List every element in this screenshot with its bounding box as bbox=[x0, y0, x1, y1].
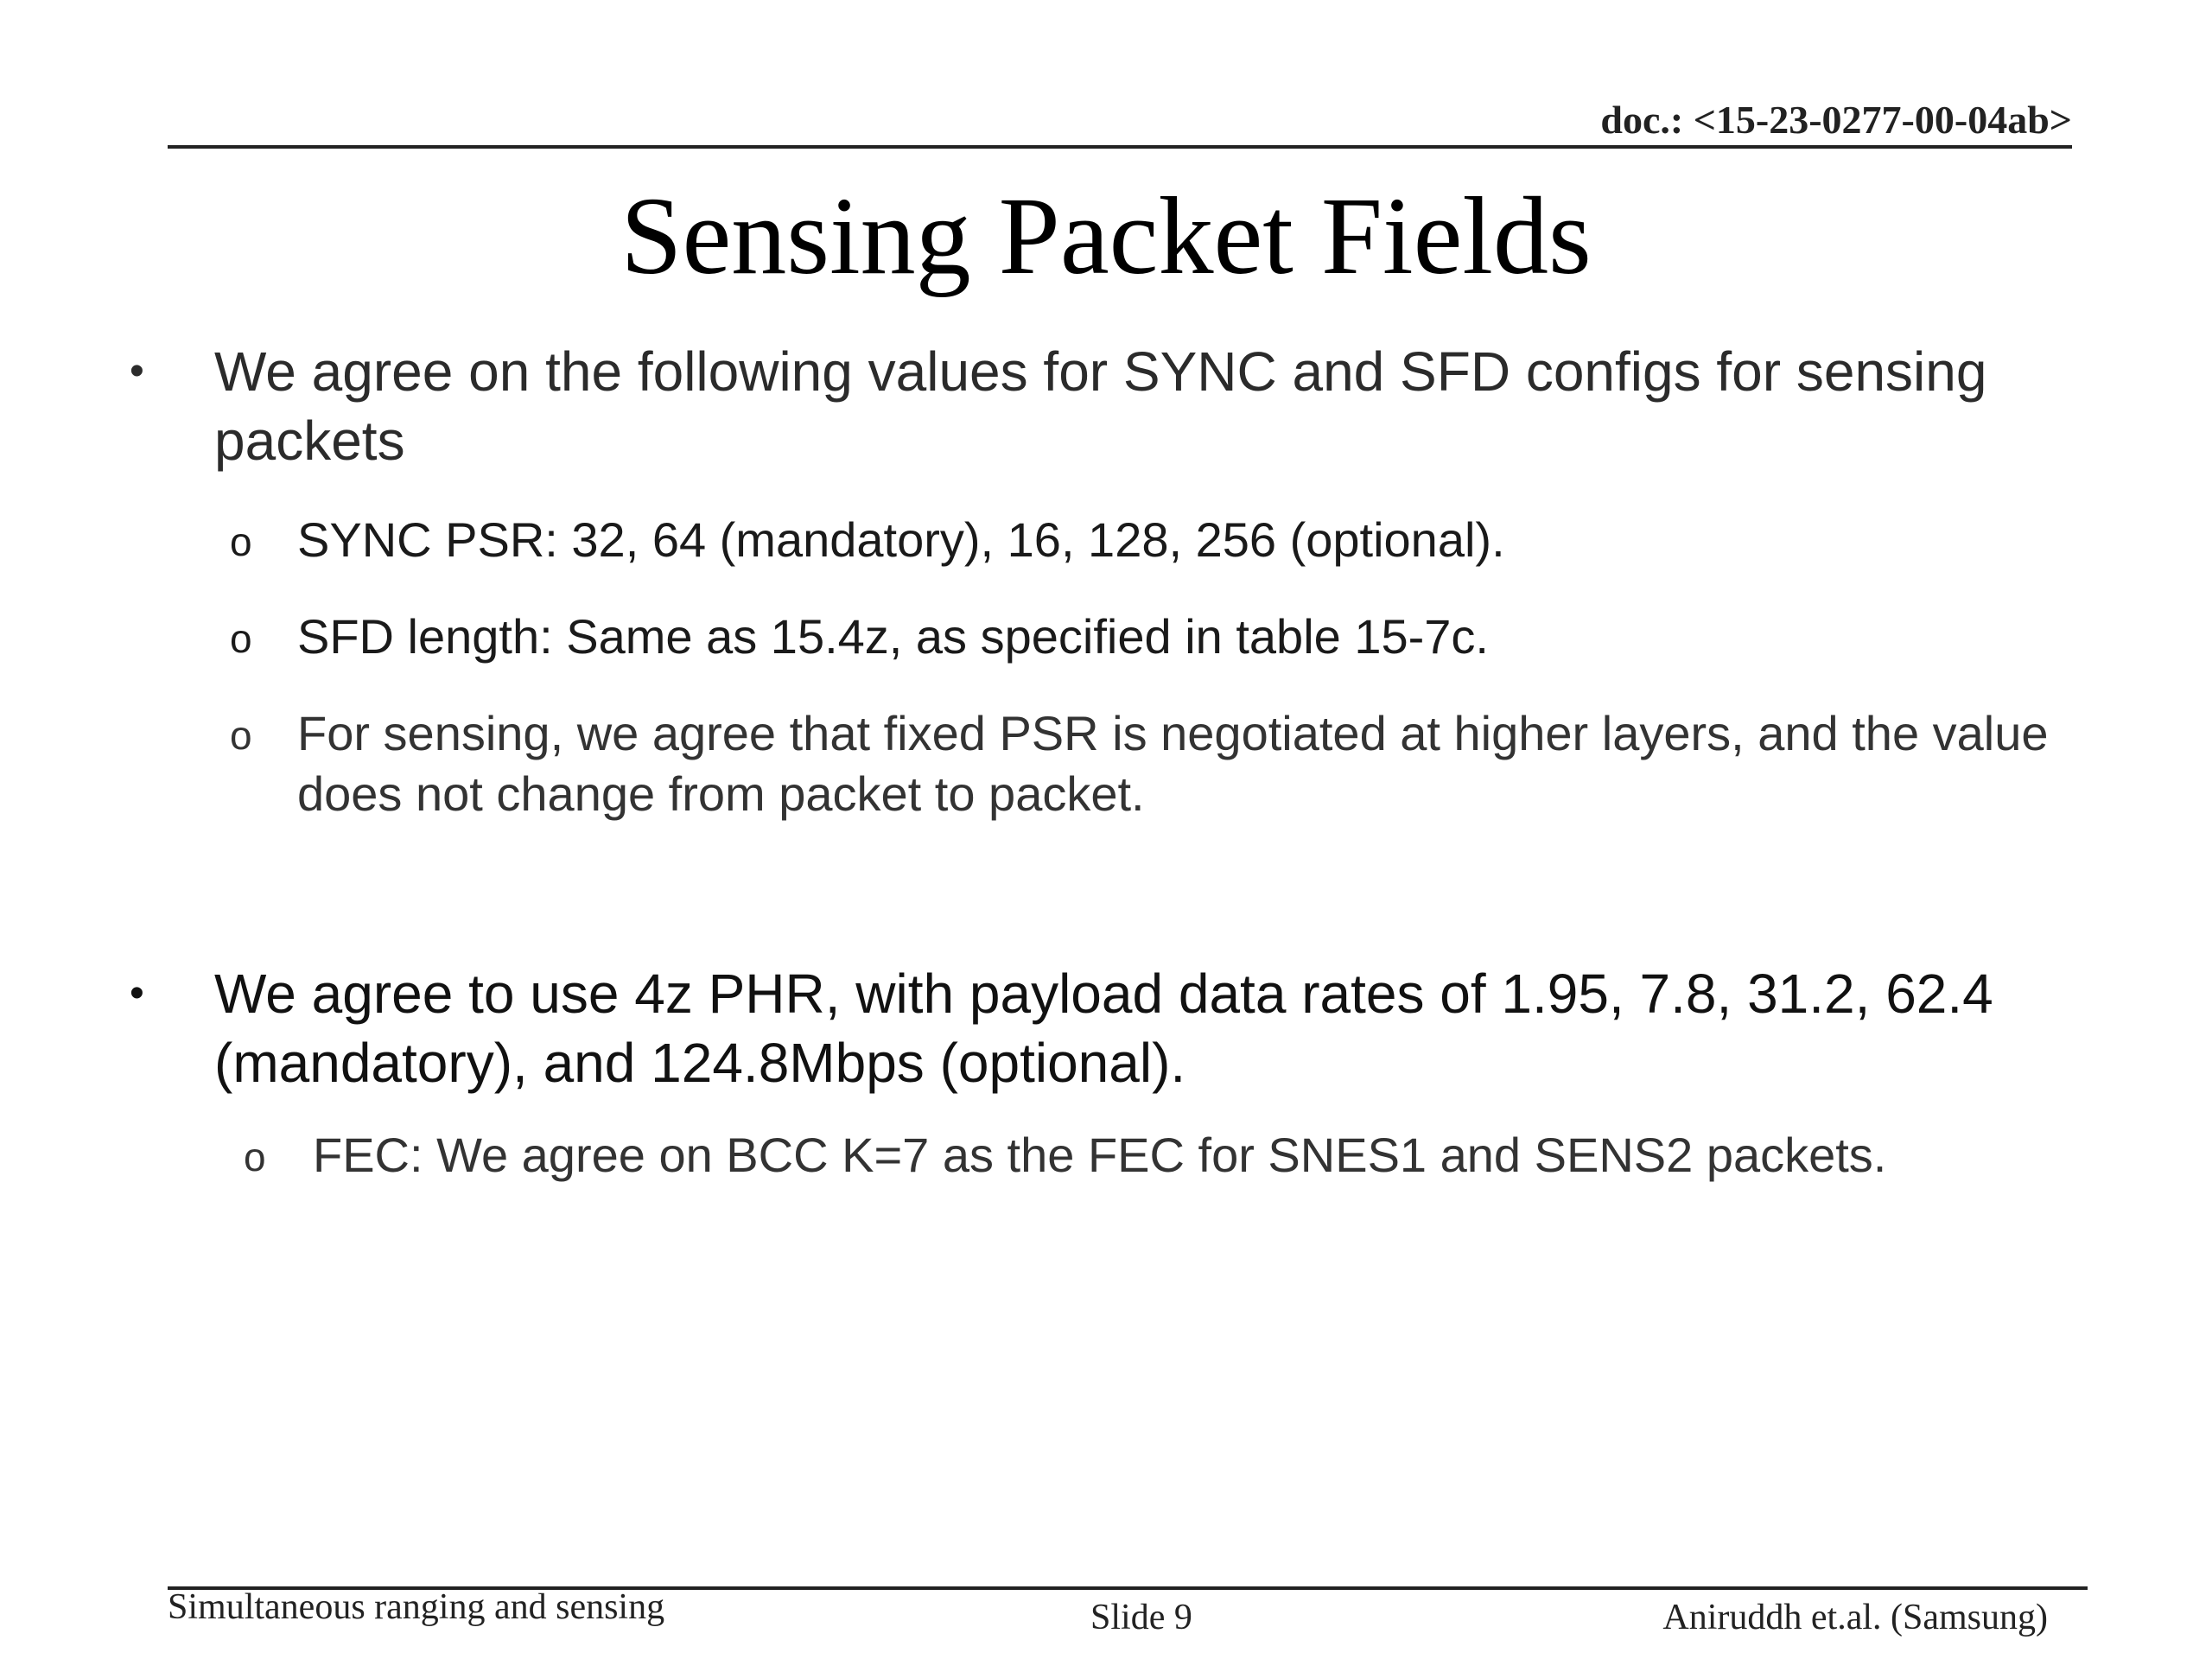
sub-bullet-marker: o bbox=[244, 1135, 266, 1179]
slide-number: Slide 9 bbox=[1090, 1598, 1192, 1637]
bullet-marker: • bbox=[130, 970, 144, 1016]
sub-bullet-text bbox=[297, 607, 1489, 667]
sub-bullet-marker: o bbox=[230, 519, 252, 564]
doc-id-header: doc.: <15-23-0277-00-04ab> bbox=[1600, 98, 2072, 142]
sub-bullet-line: does not change from packet to packet. bbox=[297, 766, 1145, 821]
slide-title: Sensing Packet Fields bbox=[620, 175, 1592, 297]
header-divider bbox=[168, 145, 2072, 149]
footer-author: Aniruddh et.al. (Samsung) bbox=[1662, 1598, 2048, 1637]
bullet-line: packets bbox=[214, 410, 405, 472]
footer-topic: Simultaneous ranging and sensing bbox=[168, 1587, 665, 1627]
sub-bullet-marker: o bbox=[230, 713, 252, 758]
bullet-line: We agree to use 4z PHR, with payload data rates of 1.95, 7.8, 31.2, 62.4 bbox=[214, 963, 1993, 1025]
sub-bullet-text bbox=[313, 1125, 1886, 1185]
sub-bullet-text bbox=[297, 510, 1505, 570]
sub-bullet-line: FEC: We agree on BCC K=7 as the FEC for SNES1 and SENS2 packets. bbox=[313, 1128, 1887, 1182]
sub-bullet-line: For sensing, we agree that fixed PSR is negotiated at higher layers, and the value bbox=[297, 706, 2049, 760]
sub-bullet-line: SFD length: Same as 15.4z, as specified in table 15-7c. bbox=[297, 609, 1489, 664]
bullet-line: We agree on the following values for SYNC and SFD configs for sensing bbox=[214, 340, 1987, 403]
bullet-text bbox=[214, 337, 1986, 475]
bullet-text bbox=[214, 959, 1993, 1097]
bullet-marker: • bbox=[130, 348, 144, 394]
sub-bullet-line: SYNC PSR: 32, 64 (mandatory), 16, 128, 256 (optional). bbox=[297, 512, 1505, 567]
bullet-line: (mandatory), and 124.8Mbps (optional). bbox=[214, 1032, 1186, 1094]
sub-bullet-text bbox=[297, 703, 2049, 824]
sub-bullet-marker: o bbox=[230, 616, 252, 661]
